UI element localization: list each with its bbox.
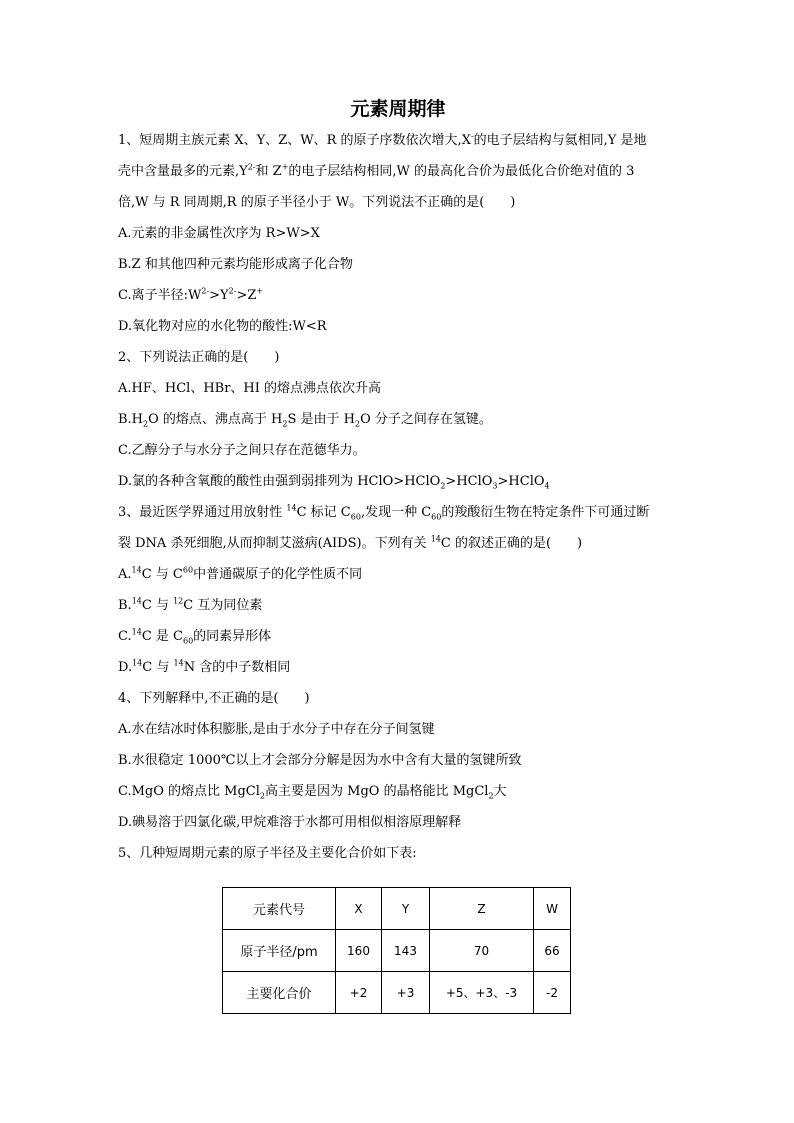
q3-stem-line-2: 裂 DNA 杀死细胞,从而抑制艾滋病(AIDS)。下列有关 $^{14}$C 的叙述正确的是( ) bbox=[118, 534, 583, 551]
q3-stem-line-1: 3、最近医学界通过用放射性 $^{14}$C 标记 $C_{60}$,发现一种 $C_{60}$的羧酸衍生物在特定条件下可通过断 bbox=[118, 503, 650, 522]
question-1 bbox=[118, 125, 678, 342]
q4-option-d: D.碘易溶于四氯化碳,甲烷难溶于水都可用相似相溶原理解释 bbox=[118, 815, 462, 830]
q2-option-d: D.氯的各种含氧酸的酸性由强到弱排列为 HClO>HClO$_2$>HClO$_3$>HClO$_4$ bbox=[118, 474, 550, 491]
q2-stem: 2、下列说法正确的是( ) bbox=[118, 350, 280, 365]
table-cell: 160 bbox=[336, 930, 382, 972]
table-cell: +3 bbox=[382, 972, 430, 1014]
table-cell: 70 bbox=[430, 930, 534, 972]
q4-stem: 4、下列解释中,不正确的是( ) bbox=[118, 691, 310, 706]
document-page bbox=[118, 96, 678, 869]
q5-stem: 5、几种短周期元素的原子半径及主要化合价如下表: bbox=[118, 846, 417, 861]
table-cell: 原子半径/pm bbox=[223, 930, 336, 972]
q2-option-a: A.HF、HCl、HBr、HI 的熔点沸点依次升高 bbox=[118, 381, 382, 396]
q2-option-c: C.乙醇分子与水分子之间只存在范德华力。 bbox=[118, 443, 366, 458]
table-cell: Z bbox=[430, 888, 534, 930]
q3-option-d: D.$^{14}$C 与 $^{14}$N 含的中子数相同 bbox=[118, 658, 291, 675]
q1-option-d: D.氧化物对应的水化物的酸性:W<R bbox=[118, 319, 327, 334]
table-cell: 主要化合价 bbox=[223, 972, 336, 1014]
question-2 bbox=[118, 342, 678, 497]
element-data-table bbox=[222, 887, 571, 1014]
question-4 bbox=[118, 683, 678, 838]
q4-option-a: A.水在结冰时体积膨胀,是由于水分子中存在分子间氢键 bbox=[118, 722, 435, 737]
page-title: 元素周期律 bbox=[350, 98, 446, 120]
q1-option-a: A.元素的非金属性次序为 R>W>X bbox=[118, 226, 320, 241]
question-3 bbox=[118, 497, 678, 683]
q4-option-b: B.水很稳定 1000℃以上才会部分分解是因为水中含有大量的氢键所致 bbox=[118, 753, 522, 768]
q1-option-c: C.离子半径$:W^{2-}>Y^{2-}>Z^+$ bbox=[118, 286, 264, 303]
table-cell: +2 bbox=[336, 972, 382, 1014]
table-cell: -2 bbox=[534, 972, 571, 1014]
table-cell: X bbox=[336, 888, 382, 930]
q1-option-b: B.Z 和其他四种元素均能形成离子化合物 bbox=[118, 257, 353, 272]
q4-option-c: C.MgO 的熔点比 MgCl$_2$高主要是因为 MgO 的晶格能比 MgCl$_2$大 bbox=[118, 784, 507, 801]
table-cell: 143 bbox=[382, 930, 430, 972]
table-row bbox=[223, 972, 571, 1014]
table-row bbox=[223, 888, 571, 930]
question-5 bbox=[118, 838, 678, 869]
table-cell: Y bbox=[382, 888, 430, 930]
q1-stem-line-2: 壳中含量最多的元素$,Y^{2-}$和 Z+的电子层结构相同,W 的最高化合价为最低化合价绝对值的 3 bbox=[118, 162, 635, 179]
table-cell: 66 bbox=[534, 930, 571, 972]
q3-option-a: A.$^{14}$C 与 $C^{60}$中普通碳原子的化学性质不同 bbox=[118, 565, 363, 582]
q1-stem-line-3: 倍,W 与 R 同周期,R 的原子半径小于 W。下列说法不正确的是( ) bbox=[118, 195, 516, 210]
q3-option-c: C.$^{14}$C 是 $C_{60}$的同素异形体 bbox=[118, 627, 272, 646]
q2-option-b: $B.H_2O$ 的熔点、沸点高于 $H_2S$ 是由于 $H_2O$ 分子之间存在氢键。 bbox=[118, 412, 492, 429]
table-cell: 元素代号 bbox=[223, 888, 336, 930]
q1-stem-line-1: 1、短周期主族元素 X、Y、Z、W、R 的原子序数依次增大,X-的电子层结构与氦相同,Y 是地 bbox=[118, 131, 647, 148]
table-cell: +5、+3、-3 bbox=[430, 972, 534, 1014]
table-cell: W bbox=[534, 888, 571, 930]
q3-option-b: B.$^{14}$C 与 $^{12}$C 互为同位素 bbox=[118, 596, 263, 613]
table-row bbox=[223, 930, 571, 972]
